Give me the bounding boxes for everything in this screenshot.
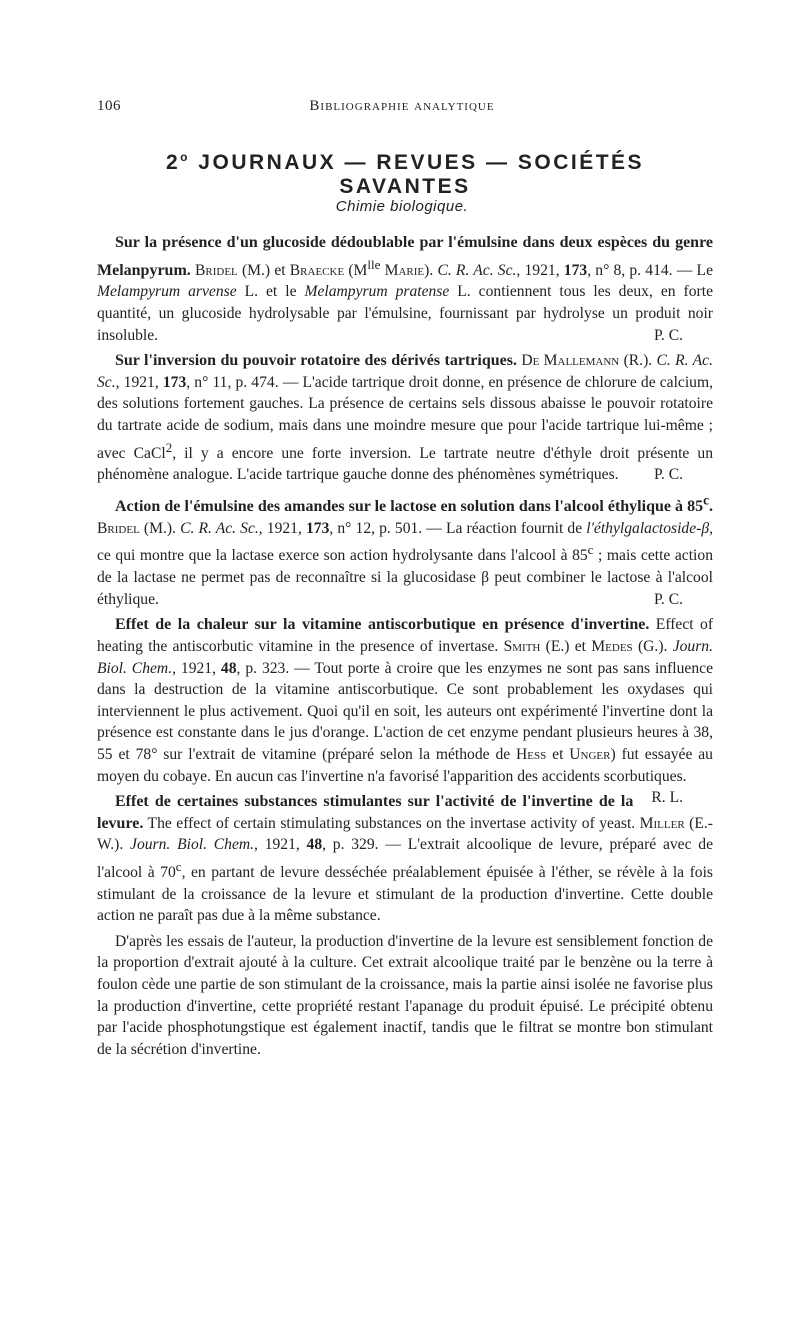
abstract-text: L. contiennent tous les deux, en forte quantité, un glucoside hydrolysable par l'émulsine, fournissant par hydrolyse un produit noir insoluble. [97, 283, 713, 344]
entry-title: Sur l'inversion du pouvoir rotatoire des dérivés tartriques. [115, 352, 517, 370]
page-number: 106 [97, 98, 121, 114]
reference: , 1921, [115, 373, 163, 391]
subsection-title: Chimie biologique. [335, 198, 469, 215]
article-body [97, 232, 713, 1064]
author-name: Medes [591, 637, 633, 655]
reference: , p. 329. — [322, 836, 408, 854]
author-name: Marie). [380, 261, 434, 279]
abstract-entry [97, 614, 714, 807]
author-initials: (G.). [632, 637, 673, 655]
journal-name: Journ. Biol. Chem. [130, 836, 255, 854]
reviewer-signature: P. C. [653, 466, 683, 484]
reference: , 1921, [258, 519, 306, 537]
journal-name: C. R. Ac. Sc. [437, 261, 517, 279]
section-number: 2 [165, 151, 181, 174]
reference: , n° 12, p. 501. — La réaction fournit de [329, 519, 587, 537]
author-initials: (E.-W.). [97, 814, 713, 854]
entry-title: Effet de certaines substances stimulantes sur l'activité de l'invertine de la levure. [97, 793, 634, 832]
abstract-text: , ce qui montre que la lactase exerce son action hydrolysante dans l'alcool à 85 [97, 519, 713, 565]
author-initials: (M.) et [237, 261, 290, 279]
abstract-text: Tout porte à croire que les enzymes ne sont pas sans influence dans la destruction de la vitamine antiscorbutique. Ce sont probablement les oxydases qui interviennent le plus activement. Quoi qu'il en soit, les auteurs ont expérimenté l'invertine dont la présence est constante dans le jus d'orange. L'action de cet enzyme pendant plusieurs heures à 38, 55 et 78° sur l'extrait de vitamine (préparé selon la méthode de [97, 659, 713, 763]
author-name: Bridel [194, 261, 238, 279]
section-number-sup: o [180, 150, 190, 164]
abstract-entry [97, 350, 713, 486]
compound-name: l'éthylgalactoside-β [586, 519, 710, 537]
volume: 173 [162, 373, 187, 391]
degree-sup: c [175, 858, 182, 874]
title-sup: c [703, 492, 709, 508]
author-name: Braecke [289, 261, 345, 279]
english-title: The effect of certain stimulating substances on the invertase activity of yeast. [143, 814, 640, 832]
volume: 173 [563, 261, 588, 279]
abstract-entry [97, 490, 713, 610]
author-name: Miller [639, 814, 685, 832]
entry-title: Sur la présence d'un glucoside dédoublable par l'émulsine dans deux espèces du genre Melanpyrum. [97, 234, 713, 279]
volume: 48 [306, 836, 323, 854]
author-initials: (E.) et [540, 637, 592, 655]
reference: , 1921, [516, 261, 564, 279]
title-end: . [709, 498, 713, 516]
species-name: Melampyrum pratense [304, 283, 450, 301]
reference: , n° 8, p. 414. — Le [587, 261, 713, 279]
author-initials: (R.). [619, 352, 657, 370]
reference: , n° 11, p. 474. — [186, 373, 303, 391]
section-title-text: JOURNAUX — REVUES — SOCIÉTÉS SAVANTES [189, 151, 645, 198]
species-name: Melampyrum arvense [97, 283, 237, 301]
volume: 173 [305, 519, 330, 537]
abstract-entry [97, 791, 713, 927]
reference: , p. 323. — [236, 659, 315, 677]
reviewer-signature: P. C. [653, 326, 683, 344]
abstract-entry [97, 232, 713, 346]
abstract-text: L. et le [236, 283, 305, 301]
cited-name: Unger [569, 745, 611, 763]
english-title: Effect of heating the antiscorbutic vitamine in the presence of invertase. [97, 616, 714, 655]
abstract-text: ) fut essayée au moyen du cobaye. En aucun cas l'invertine n'a favorisé l'apparition des accidents scorbutiques. [97, 745, 713, 785]
abstract-text: L'extrait alcoolique de levure, préparé avec de l'alcool à 70 [97, 836, 713, 882]
section-title [110, 150, 700, 199]
author-initials: (M.). [139, 519, 181, 537]
running-title: Bibliographie analytique [309, 98, 495, 114]
author-name: Bridel [97, 519, 140, 537]
formula-sup: 2 [165, 439, 173, 455]
entry-title-text: Action de l'émulsine des amandes sur le lactose en solution dans l'alcool éthylique à 85 [115, 498, 704, 516]
degree-sup: c [587, 542, 594, 558]
entry-title: Effet de la chaleur sur la vitamine antiscorbutique en présence d'invertine. [115, 616, 650, 634]
journal-name: C. R. Ac. Sc. [97, 352, 713, 391]
reviewer-signature: P. C. [653, 590, 683, 608]
abstract-text: ; mais cette action de la lactase ne permet pas de reconnaître si la glucosidase β peut combiner le lactose à l'alcool éthylique. [97, 547, 713, 608]
reference: , 1921, [254, 836, 307, 854]
reviewer-signature: R. L. [651, 789, 683, 807]
abstract-text: et [546, 745, 570, 763]
journal-name: Journ. Biol. Chem. [97, 637, 713, 677]
author-initials: (M [344, 261, 368, 279]
reference: , 1921, [172, 659, 221, 677]
author-name: Smith [503, 637, 541, 655]
author-name: De Mallemann [521, 352, 620, 370]
cited-name: Hess [516, 745, 547, 763]
abstract-text: L'acide tartrique droit donne, en présence de chlorure de calcium, des solutions fortement gauches. La présence de certains sels dissous abaisse le pouvoir rotatoire du tartrate acide de sodium, mais dans une moindre mesure que pour l'acide tartrique lui-même ; avec CaCl [97, 373, 713, 462]
author-sup: lle [367, 256, 381, 272]
abstract-text: , il y a encore une forte inversion. Le tartrate neutre d'éthyle droit présente un phénomène analogue. L'acide tartrique gauche donne des phénomènes symétriques. [97, 444, 714, 484]
volume: 48 [220, 659, 237, 677]
abstract-text: , en partant de levure desséchée préalablement épuisée à l'éther, se révèle à la fois stimulant de la croissance de la levure et stimulant de la production d'invertine. Cette double action ne paraît pas due à la même substance. [97, 864, 713, 925]
abstract-paragraph: D'après les essais de l'auteur, la production d'invertine de la levure est sensiblement fonction de la proportion d'extrait ajouté à la culture. Cet extrait alcoolique traité par le benzène ou la terre à foulon cède une partie de son stimulant de la croissance, mais la partie ainsi isolée ne favorise plus la production d'invertine, cette propriété restant l'apanage du produit épuisé. Le précipité obtenu par l'acide phosphotungstique est également inactif, tandis que le filtrat se montre bon stimulant de la sécrétion d'invertine. [97, 932, 713, 1058]
journal-name: C. R. Ac. Sc. [180, 519, 259, 537]
entry-title [115, 492, 713, 516]
